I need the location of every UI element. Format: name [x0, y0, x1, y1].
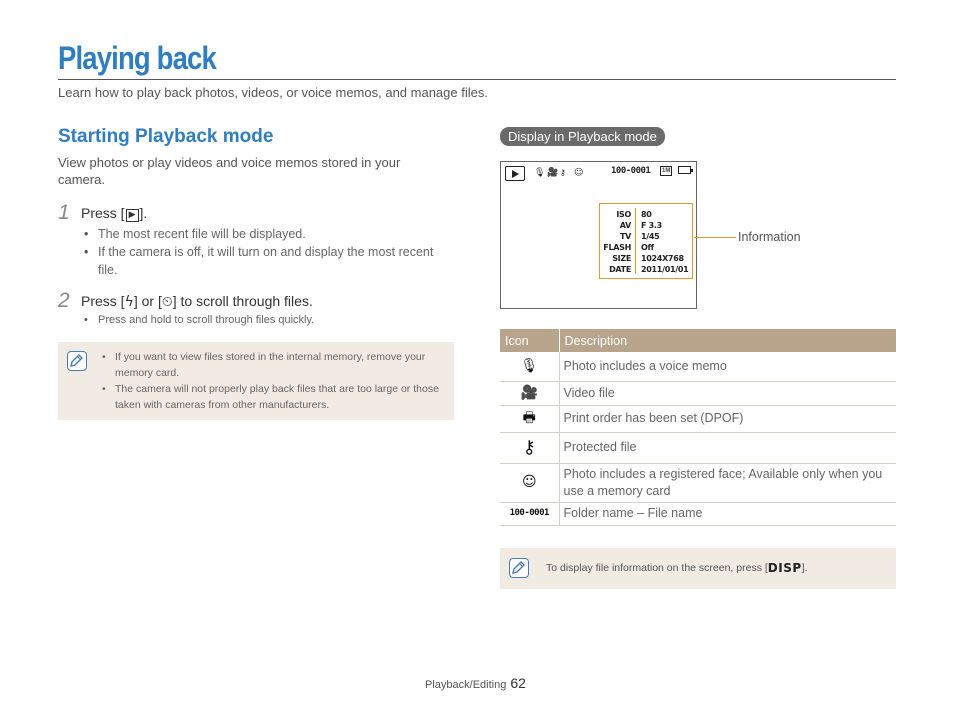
column-header-icon: Icon: [500, 329, 559, 352]
page-title: Playing back: [58, 40, 216, 76]
note-list: [102, 349, 442, 413]
resolution-icon: 1M: [662, 168, 671, 174]
info-row: [600, 253, 692, 264]
callout-line: [694, 237, 736, 238]
info-row: [600, 242, 692, 253]
info-key: DATE: [609, 265, 631, 274]
information-panel: [599, 203, 693, 279]
table-row: [500, 352, 896, 381]
list-item: • The most recent file will be displayed.: [84, 225, 453, 243]
info-value: Off: [641, 243, 654, 252]
display-label: Display in Playback mode: [500, 127, 665, 146]
list-item: • Press and hold to scroll through files quickly.: [84, 312, 314, 328]
info-key: SIZE: [612, 254, 631, 263]
note-text-after: ].: [801, 562, 808, 574]
key-icon: ⚷: [500, 432, 559, 463]
info-key: TV: [619, 232, 631, 241]
self-timer-icon: ⏲: [161, 294, 173, 310]
step-1-bullets: [84, 225, 453, 279]
face-recognition-icon: ☺: [574, 168, 584, 178]
note-pencil-icon: [509, 558, 529, 578]
table-cell: Photo includes a voice memo: [559, 352, 896, 381]
column-header-description: Description: [559, 329, 896, 352]
table-cell: Protected file: [559, 432, 896, 463]
camera-screen-diagram: [500, 161, 697, 309]
step-instruction: [81, 293, 313, 310]
microphone-icon: 🎙: [534, 168, 546, 178]
table-cell: Print order has been set (DPOF): [559, 405, 896, 432]
info-row: [600, 220, 692, 231]
info-value: 2011/01/01: [641, 265, 689, 274]
table-row: [500, 463, 896, 502]
step-number: 2: [58, 289, 70, 312]
video-camera-icon: 🎥: [500, 381, 559, 405]
table-cell: Video file: [559, 381, 896, 405]
video-camera-icon: 🎥: [547, 168, 559, 178]
table-row: [500, 432, 896, 463]
list-item: • If the camera is off, it will turn on and display the most recent file.: [84, 243, 453, 279]
info-value: 80: [641, 210, 652, 219]
icon-table: [500, 329, 896, 526]
step-text-mid: ] or [: [133, 293, 162, 309]
info-row: [600, 264, 692, 275]
info-value: F 3.3: [641, 221, 662, 230]
file-number: 100-0001: [611, 166, 651, 176]
step-text-after: ] to scroll through files.: [172, 293, 313, 309]
info-row: [600, 209, 692, 220]
note-text: [546, 561, 808, 575]
printer-icon: 🖶: [500, 405, 559, 432]
key-icon: ⚷: [560, 168, 566, 177]
table-cell: Photo includes a registered face; Available only when you use a memory card: [559, 463, 896, 502]
page-number: 62: [510, 675, 526, 691]
page-intro: Learn how to play back photos, videos, or voice memos, and manage files.: [58, 85, 488, 100]
battery-icon: [678, 166, 691, 174]
step-2-bullets: [84, 312, 314, 328]
table-header-row: [500, 329, 896, 352]
step-text-before: Press [: [81, 205, 125, 221]
table-row: [500, 502, 896, 525]
info-key: AV: [619, 221, 631, 230]
section-heading: Starting Playback mode: [58, 126, 274, 147]
table-row: [500, 405, 896, 432]
callout-label: Information: [738, 230, 801, 244]
note-pencil-icon: [67, 351, 87, 371]
list-item: • If you want to view files stored in the internal memory, remove your memory card.: [102, 349, 442, 381]
title-divider: [58, 79, 896, 80]
section-description: View photos or play videos and voice memos stored in your camera.: [58, 155, 401, 187]
note-box: [500, 548, 896, 589]
folder-file-name-icon: 100-0001: [500, 502, 559, 525]
face-recognition-icon: ☺: [500, 463, 559, 502]
table-cell: Folder name – File name: [559, 502, 896, 525]
step-instruction: [81, 205, 147, 222]
microphone-icon: 🎙: [500, 352, 559, 381]
info-key: ISO: [616, 210, 631, 219]
page-footer: [425, 675, 526, 691]
note-box: [58, 342, 454, 420]
info-row: [600, 231, 692, 242]
table-row: [500, 381, 896, 405]
flash-icon: ϟ: [124, 294, 134, 310]
info-value: 1024X768: [641, 254, 684, 263]
playback-mode-icon: [505, 166, 525, 181]
footer-section: Playback/Editing: [425, 679, 507, 691]
step-text-after: ].: [139, 205, 148, 221]
step-text-before: Press [: [81, 293, 125, 309]
info-key: FLASH: [603, 243, 631, 252]
disp-button-icon: DISP: [767, 561, 802, 575]
playback-button-icon: ▶: [126, 209, 139, 222]
note-text-before: To display file information on the screen, press [: [546, 562, 768, 574]
info-value: 1/45: [641, 232, 660, 241]
step-number: 1: [58, 201, 70, 224]
list-item: • The camera will not properly play back files that are too large or those taken with cameras from other manufacturers.: [102, 381, 442, 413]
